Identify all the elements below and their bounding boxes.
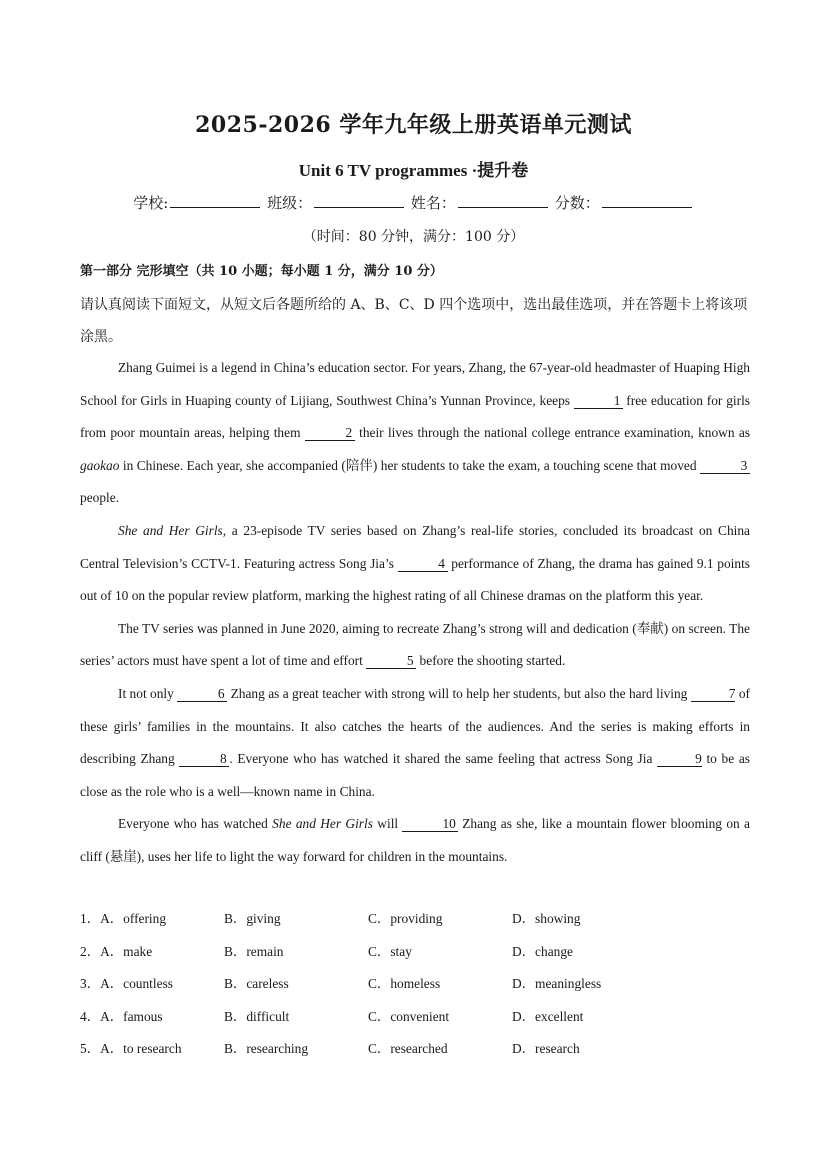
option-a[interactable]: 2．A．make (80, 943, 153, 959)
passage-text: . Everyone who has watched it shared the same feeling that actress Song Jia (229, 751, 658, 767)
passage-text: Zhang as she, like a mountain flower blooming on a cliff (悬崖), uses her life to light the way forward for children in the mountains. (80, 816, 750, 864)
blank-1: 1 (574, 394, 623, 409)
option-a[interactable]: 3．A．countless (80, 976, 173, 992)
passage-italic: gaokao (80, 457, 120, 473)
option-b[interactable]: B．researching (224, 1041, 309, 1057)
option-d[interactable]: D．change (512, 943, 573, 959)
passage-text: Zhang as a great teacher with strong will to help her students, but also the hard living (227, 685, 691, 701)
option-c[interactable]: C．convenient (368, 1008, 450, 1024)
passage-italic: She and Her Girls, (118, 522, 227, 538)
passage-text: a 23-episode TV series based on Zhang’s real-life stories, concluded its broadcast on China Central Television’s CCTV-1. Featuring actress Song Jia’s (80, 522, 751, 571)
reading-passage (80, 352, 750, 874)
page-subtitle: Unit 6 TV programmes ·提升卷 (298, 161, 529, 180)
passage-text: in Chinese. Each year, she accompanied (陪伴) her students to take the exam, a touching scene that moved (119, 457, 700, 473)
passage-paragraph-1 (80, 352, 750, 515)
passage-text: people. (80, 490, 120, 506)
passage-paragraph-5 (80, 808, 750, 873)
question-row (80, 1033, 750, 1066)
name-blank (458, 193, 548, 208)
question-row (80, 968, 750, 1001)
option-d[interactable]: D．research (512, 1041, 580, 1057)
option-d[interactable]: D．excellent (512, 1008, 584, 1024)
name-label: 姓名： (410, 194, 456, 212)
passage-text: will (372, 816, 403, 832)
passage-text: before the shooting started. (416, 653, 566, 669)
passage-paragraph-4 (80, 678, 750, 808)
option-a[interactable]: 5．A．to research (80, 1041, 182, 1057)
score-label: 分数： (554, 194, 600, 212)
passage-italic: She and Her Girls (272, 816, 373, 832)
question-row (80, 1001, 750, 1034)
passage-text: performance of Zhang, the drama has gained 9.1 points out of 10 on the popular review platform, marking the highest rating of all Chinese dramas on the platform this year. (80, 555, 750, 604)
passage-text: free education for girls from poor mountain areas, helping them (80, 392, 751, 441)
option-c[interactable]: C．providing (368, 911, 443, 926)
option-c[interactable]: C．homeless (368, 976, 441, 992)
blank-4: 4 (398, 557, 448, 572)
blank-3: 3 (700, 459, 750, 474)
option-b[interactable]: B．careless (224, 976, 289, 992)
option-d[interactable]: D．meaningless (512, 976, 602, 992)
passage-text: Zhang Guimei is a legend in China’s education sector. For years, Zhang, the 67-year-old headmaster of Huaping High School for Girls in Huaping county of Lijiang, Southwest China’s Yunnan Province, keeps (80, 360, 750, 408)
passage-paragraph-3 (80, 613, 750, 678)
passage-text: Everyone who has watched (118, 816, 273, 832)
blank-5: 5 (366, 654, 416, 669)
blank-6: 6 (177, 687, 227, 702)
school-label: 学校: (133, 194, 169, 212)
blank-2: 2 (305, 426, 355, 441)
passage-text: It not only (118, 685, 178, 701)
passage-text: of these girls’ families in the mountains. It also catches the hearts of the audiences. And the series is making efforts in describing Zhang (80, 685, 750, 767)
class-blank (314, 193, 404, 208)
option-b[interactable]: B．difficult (224, 1008, 290, 1024)
option-a[interactable]: 4．A．famous (80, 1008, 163, 1024)
option-c[interactable]: C．stay (368, 943, 412, 959)
passage-paragraph-2 (80, 515, 750, 613)
time-and-score-note: （时间：80 分钟，满分：100 分） (302, 229, 525, 245)
score-blank (602, 193, 692, 208)
section-instruction: 请认真阅读下面短文，从短文后各题所给的 A、B、C、D 四个选项中，选出最佳选项，并在答题卡上将该项涂黑。 (80, 297, 748, 345)
school-blank (170, 193, 260, 208)
passage-text: to be as close as the role who is a well—known name in China. (80, 751, 750, 799)
passage-text: The TV series was planned in June 2020, aiming to recreate Zhang’s strong will and dedication (奉献) on screen. The series’ actors must have spent a lot of time and effort (80, 620, 750, 669)
page-title: 2025-2026 学年九年级上册英语单元测试 (195, 112, 632, 138)
question-row (80, 936, 750, 969)
section-heading: 第一部分 完形填空（共 10 小题；每小题 1 分，满分 10 分） (80, 264, 443, 279)
student-info-fields (0, 192, 827, 213)
option-b[interactable]: B．remain (224, 943, 284, 959)
option-a[interactable]: 1．A．offering (80, 911, 167, 926)
class-label: 班级： (267, 194, 313, 212)
option-d[interactable]: D．showing (512, 911, 581, 926)
question-row (80, 903, 750, 936)
blank-10: 10 (402, 817, 457, 832)
question-options (80, 903, 750, 1066)
blank-8: 8 (179, 752, 229, 767)
blank-7: 7 (691, 687, 736, 702)
option-b[interactable]: B．giving (224, 911, 281, 926)
passage-text: their lives through the national college entrance examination, known as (354, 425, 750, 441)
option-c[interactable]: C．researched (368, 1041, 448, 1057)
blank-9: 9 (657, 752, 702, 767)
